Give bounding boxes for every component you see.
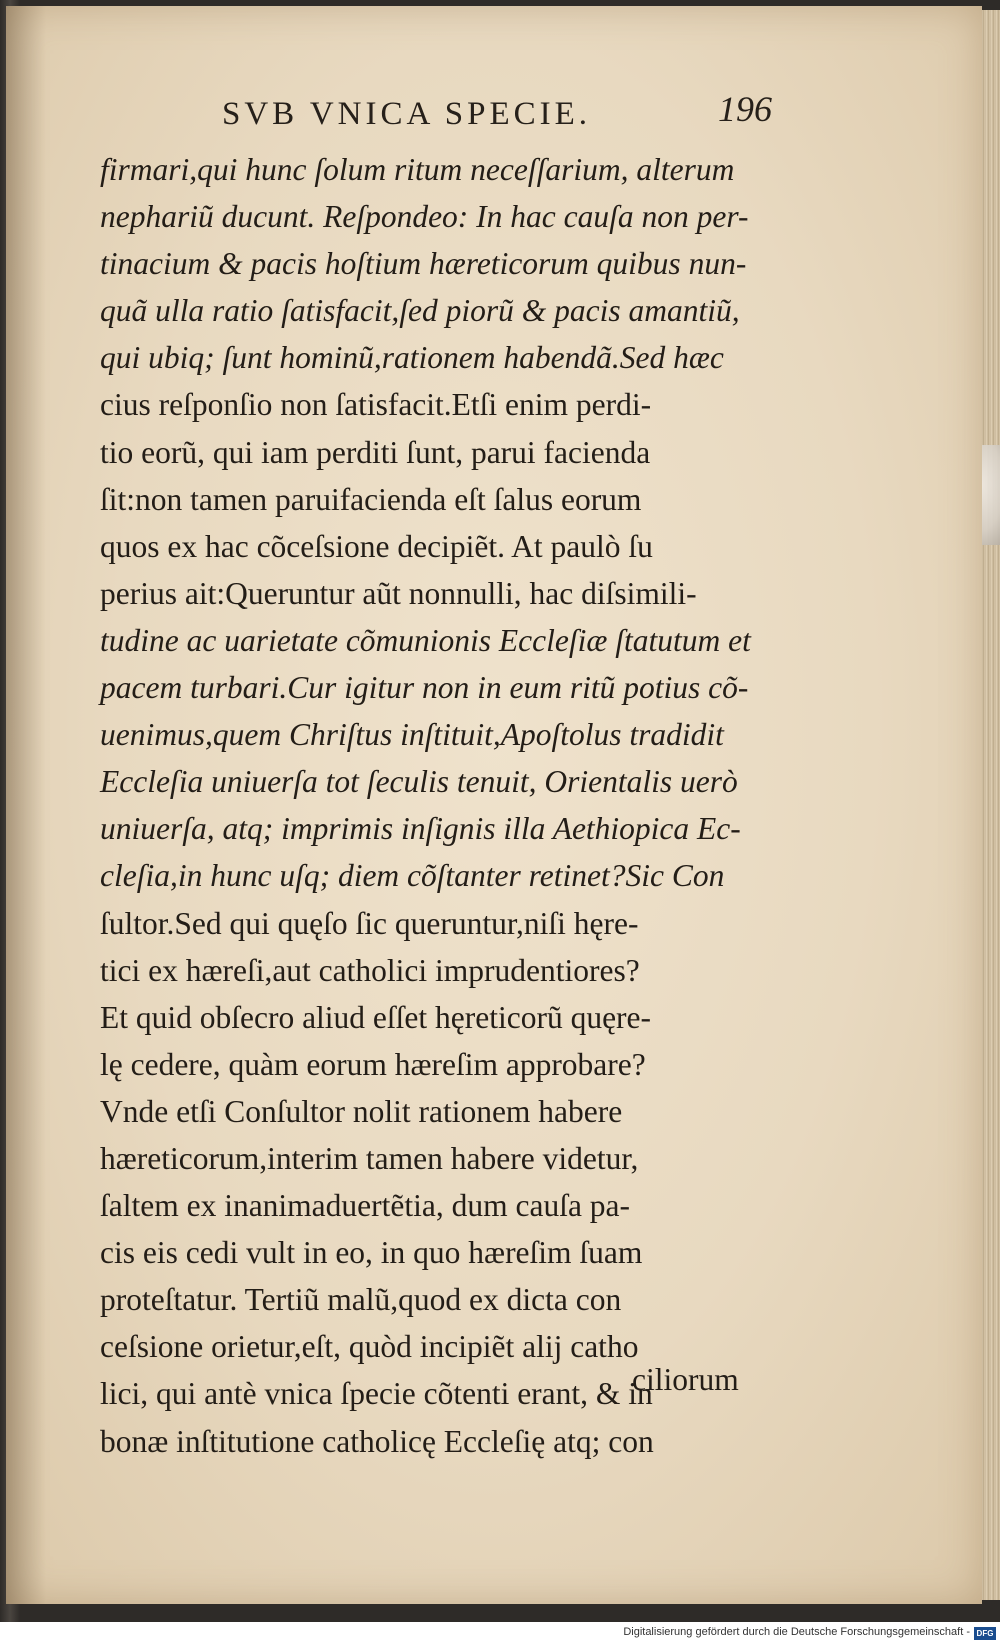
text-line: pacem turbari.Cur igitur non in eum ritũ potius cõ- xyxy=(100,670,749,706)
text-line: tinacium & pacis hoſtium hæreticorum quibus nun- xyxy=(100,246,747,282)
text-line: firmari,qui hunc ſolum ritum neceſſarium, alterum xyxy=(100,152,735,187)
text-line: Et quid obſecro aliud eſſet hęreticorũ quęre- xyxy=(100,999,652,1035)
text-line: ſit:non tamen paruifacienda eſt ſalus eorum xyxy=(100,481,642,517)
text-line: quã ulla ratio ſatisfacit,ſed piorũ & pacis amantiũ, xyxy=(100,293,740,329)
text-line: cleſia,in hunc uſq; diem cõſtanter retinet?Sic Con xyxy=(100,858,725,894)
gutter-shadow xyxy=(6,6,46,1604)
text-line: ſultor.Sed qui quęſo ſic queruntur,niſi hęre- xyxy=(100,905,639,941)
text-line: tudine ac uarietate cõmunionis Eccleſiæ ſtatutum et xyxy=(100,622,751,658)
catchword: ciliorum xyxy=(632,1362,739,1397)
text-line: proteſtatur. Tertiũ malũ,quod ex dicta con xyxy=(100,1282,622,1318)
text-line: Eccleſia uniuerſa tot ſeculis tenuit, Orientalis uerò xyxy=(100,764,738,800)
dfg-logo: DFG xyxy=(974,1627,996,1640)
text-line: uenimus,quem Chriſtus inſtituit,Apoſtolus tradidit xyxy=(100,717,724,753)
text-line: cius reſponſio non ſatisfacit.Etſi enim perdi- xyxy=(100,387,652,423)
text-line: ſaltem ex inanimaduertẽtia, dum cauſa pa- xyxy=(100,1188,631,1224)
text-line: bonæ inſtitutione catholicę Eccleſię atq; con xyxy=(100,1423,654,1459)
funding-credit: Digitalisierung gefördert durch die Deutsche Forschungsgemeinschaft - xyxy=(623,1626,970,1638)
page-number: 196 xyxy=(718,89,772,129)
running-head: SVB VNICA SPECIE. xyxy=(222,96,592,132)
text-line: lę cedere, quàm eorum hæreſim approbare? xyxy=(100,1046,646,1082)
text-line: uniuerſa, atq; imprimis inſignis illa Aethiopica Ec- xyxy=(100,811,741,847)
text-line: qui ubiq; ſunt hominũ,rationem habendã.Sed hæc xyxy=(100,340,724,376)
text-line: quos ex hac cõceſsione decipiẽt. At paulò ſu xyxy=(100,528,653,564)
text-line: nephariũ ducunt. Reſpondeo: In hac cauſa non per- xyxy=(100,199,749,235)
text-line: tici ex hæreſi,aut catholici imprudentiores? xyxy=(100,952,640,988)
text-line: tio eorũ, qui iam perditi ſunt, parui facienda xyxy=(100,434,651,470)
text-block xyxy=(100,146,800,1465)
text-line: Vnde etſi Conſultor nolit rationem habere xyxy=(100,1093,623,1129)
text-line: lici, qui antè vnica ſpecie cõtenti erant, & in xyxy=(100,1376,653,1412)
text-line: perius ait:Queruntur aũt nonnulli, hac diſsimili- xyxy=(100,575,697,611)
text-line: cis eis cedi vult in eo, in quo hæreſim ſuam xyxy=(100,1235,643,1271)
text-line: hæreticorum,interim tamen habere videtur, xyxy=(100,1140,639,1176)
text-line: ceſsione orietur,eſt, quòd incipiẽt alij catho xyxy=(100,1329,639,1365)
